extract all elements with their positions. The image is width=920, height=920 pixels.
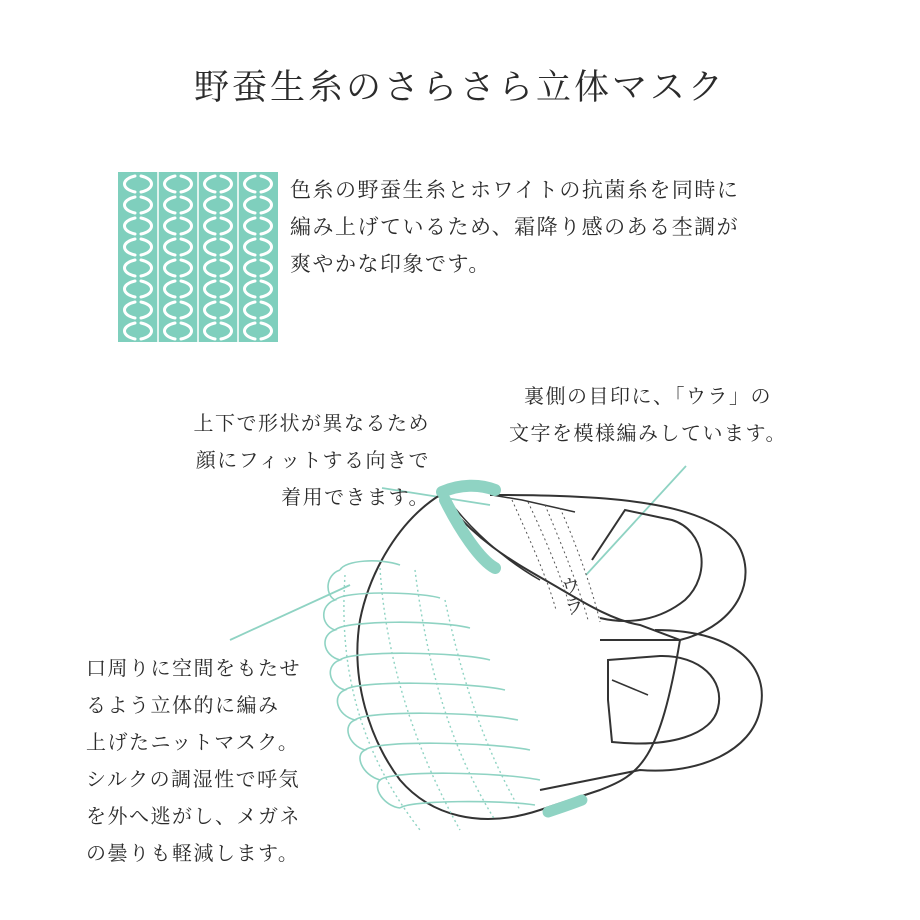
description-line: 爽やかな印象です。 <box>290 252 491 276</box>
ear-loop-upper-inner <box>592 510 702 621</box>
ear-loop-lower <box>540 630 762 790</box>
description-line: 編み上げているため、霜降り感のある杢調が <box>290 215 740 239</box>
note-line: 裏側の目印に、「ウラ」の <box>524 384 772 408</box>
note-fit <box>120 405 430 516</box>
note-line: 顔にフィットする向きで <box>195 448 430 472</box>
note-line: 文字を模様編みしています。 <box>509 421 787 445</box>
note-line: の曇りも軽減します。 <box>86 841 300 865</box>
note-shape <box>86 650 386 872</box>
note-line: 口周りに空間をもたせ <box>86 656 301 680</box>
note-line: 上げたニットマスク。 <box>86 730 300 754</box>
note-line: を外へ逃がし、メガネ <box>86 804 301 828</box>
mask-body <box>357 495 680 819</box>
bottom-edge-trim <box>548 800 582 812</box>
page-title: 野蚕生糸のさらさら立体マスク <box>193 68 726 108</box>
note-line: 上下で形状が異なるため <box>193 411 430 435</box>
ura-label: ウラ <box>555 574 587 618</box>
note-back-mark <box>468 378 828 452</box>
note-line: 着用できます。 <box>281 485 430 509</box>
note-line: るよう立体的に編み <box>86 693 280 717</box>
ear-loop-lower-inner <box>608 656 719 743</box>
note-line: シルクの調湿性で呼気 <box>86 767 301 791</box>
description-line: 色糸の野蚕生糸とホワイトの抗菌糸を同時に <box>290 178 740 202</box>
